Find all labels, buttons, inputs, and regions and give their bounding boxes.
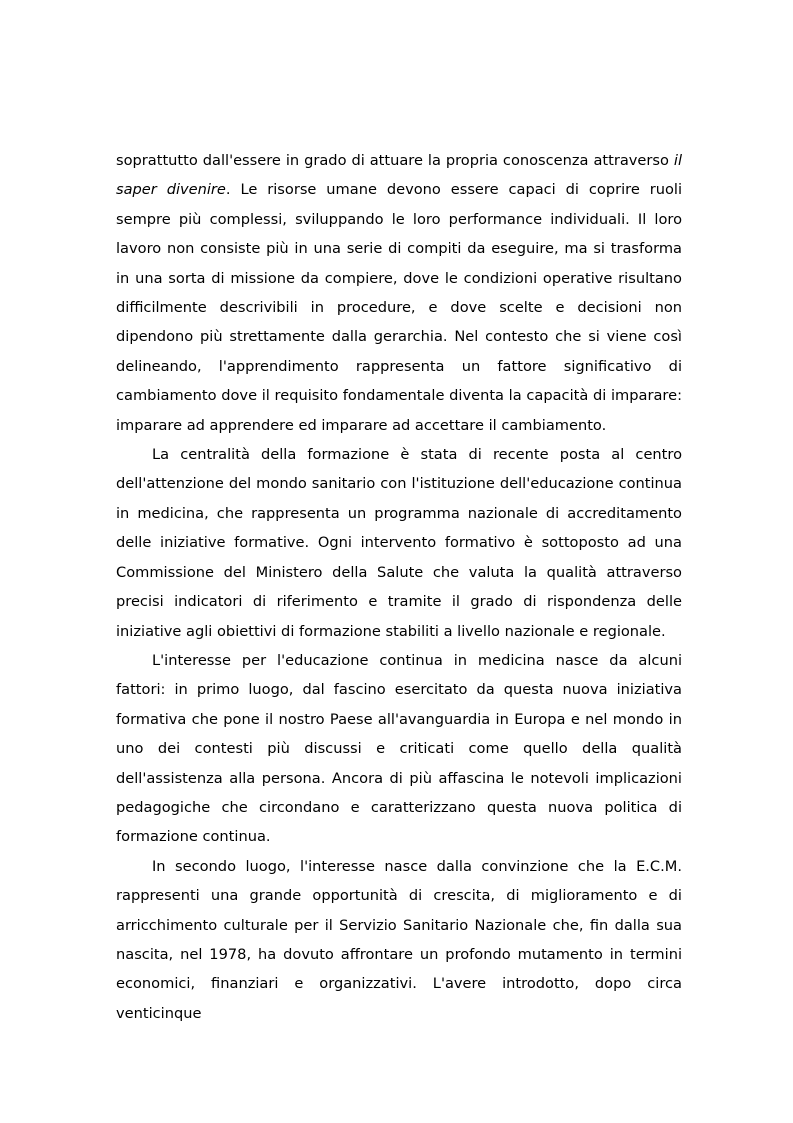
paragraph-1-part-1: soprattutto dall'essere in grado di attuare la propria conoscenza attraverso: [116, 152, 674, 169]
body-text: [116, 146, 682, 1028]
paragraph-2: La centralità della formazione è stata di recente posta al centro dell'attenzione del mondo sanitario con l'istituzione dell'educazione continua in medicina, che rappresenta un programma nazionale di accreditamento delle iniziative formative. Ogni intervento formativo è sottoposto ad una Commissione del Ministero della Salute che valuta la qualità attraverso precisi indicatori di riferimento e tramite il grado di rispondenza delle iniziative agli obiettivi di formazione stabiliti a livello nazionale e regionale.: [116, 446, 682, 640]
paragraph-4: In secondo luogo, l'interesse nasce dalla convinzione che la E.C.M. rappresenti una grande opportunità di crescita, di miglioramento e di arricchimento culturale per il Servizio Sanitario Nazionale che, fin dalla sua nascita, nel 1978, ha dovuto affrontare un profondo mutamento in termini economici, finanziari e organizzativi. L'avere introdotto, dopo circa venticinque: [116, 857, 682, 1022]
paragraph-3: L'interesse per l'educazione continua in medicina nasce da alcuni fattori: in primo luogo, dal fascino esercitato da questa nuova iniziativa formativa che pone il nostro Paese all'avanguardia in Europa e nel mondo in uno dei contesti più discussi e criticati come quello della qualità dell'assistenza alla persona. Ancora di più affascina le notevoli implicazioni pedagogiche che circondano e caratterizzano questa nuova politica di formazione continua.: [116, 651, 682, 846]
italic-phrase: il saper divenire: [116, 152, 682, 199]
paragraph-1-part-2: . Le risorse umane devono essere capaci di coprire ruoli sempre più complessi, sviluppando le loro performance individuali. Il loro lavoro non consiste più in una serie di compiti da eseguire, ma si trasforma in una sorta di missione da compiere, dove le condizioni operative risultano difficilmente descrivibili in procedure, e dove scelte e decisioni non dipendono più strettamente dalla gerarchia. Nel contesto che si viene così delineando, l'apprendimento rappresenta un fattore significativo di cambiamento dove il requisito fondamentale diventa la capacità di imparare: imparare ad apprendere ed imparare ad accettare il cambiamento.: [116, 181, 682, 434]
paragraph-1: [116, 146, 682, 440]
